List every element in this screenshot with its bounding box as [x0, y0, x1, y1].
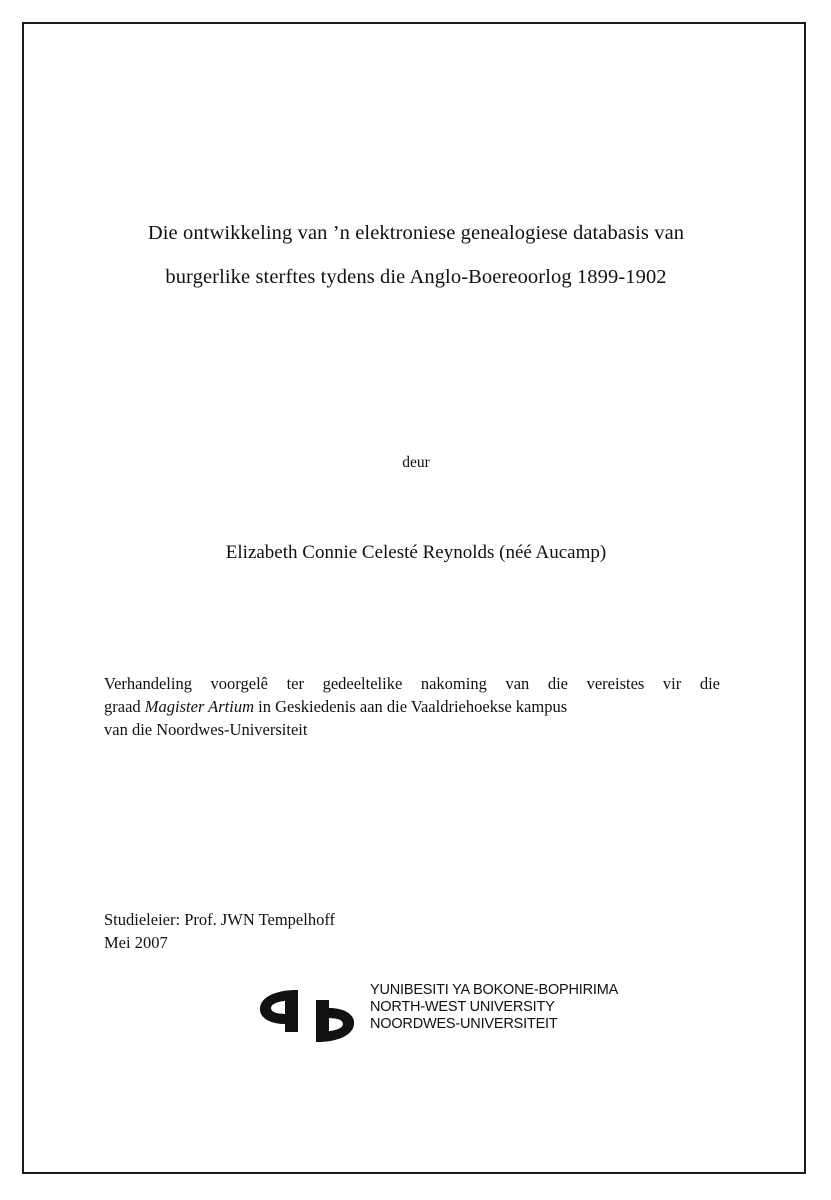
- author-name: Elizabeth Connie Celesté Reynolds (néé Aucamp): [225, 542, 607, 563]
- byline-label: deur: [402, 454, 430, 471]
- university-logo-text: [370, 982, 618, 1033]
- degree-statement-line-1: Verhandeling voorgelê ter gedeeltelike nakoming van die vereistes vir die: [104, 674, 720, 693]
- degree-statement-line-2-suffix: in Geskiedenis aan die Vaaldriehoekse kampus: [254, 697, 568, 716]
- university-logo-block: [254, 982, 654, 1052]
- north-west-university-logo-icon: [254, 984, 362, 1048]
- degree-statement-line-3: van die Noordwes-Universiteit: [104, 720, 308, 739]
- logo-text-line-3: NOORDWES-UNIVERSITEIT: [370, 1016, 558, 1032]
- degree-statement: [104, 672, 720, 741]
- page-border: [22, 22, 806, 1174]
- supervisor-name: Studieleier: Prof. JWN Tempelhoff: [104, 910, 336, 929]
- degree-statement-line-2: [104, 695, 720, 718]
- degree-statement-line-2-prefix: graad: [104, 697, 145, 716]
- supervisor-block: [104, 908, 335, 954]
- page-title: [104, 211, 728, 299]
- title-line-2: burgerlike sterftes tydens die Anglo-Boereoorlog 1899-1902: [165, 266, 667, 288]
- submission-date: Mei 2007: [104, 933, 168, 952]
- logo-text-line-2: NORTH-WEST UNIVERSITY: [370, 999, 555, 1015]
- title-line-1: Die ontwikkeling van ’n elektroniese genealogiese databasis van: [147, 222, 685, 244]
- logo-text-line-1: YUNIBESITI YA BOKONE-BOPHIRIMA: [370, 982, 619, 998]
- page-content: [104, 24, 728, 1172]
- degree-name: Magister Artium: [144, 697, 255, 716]
